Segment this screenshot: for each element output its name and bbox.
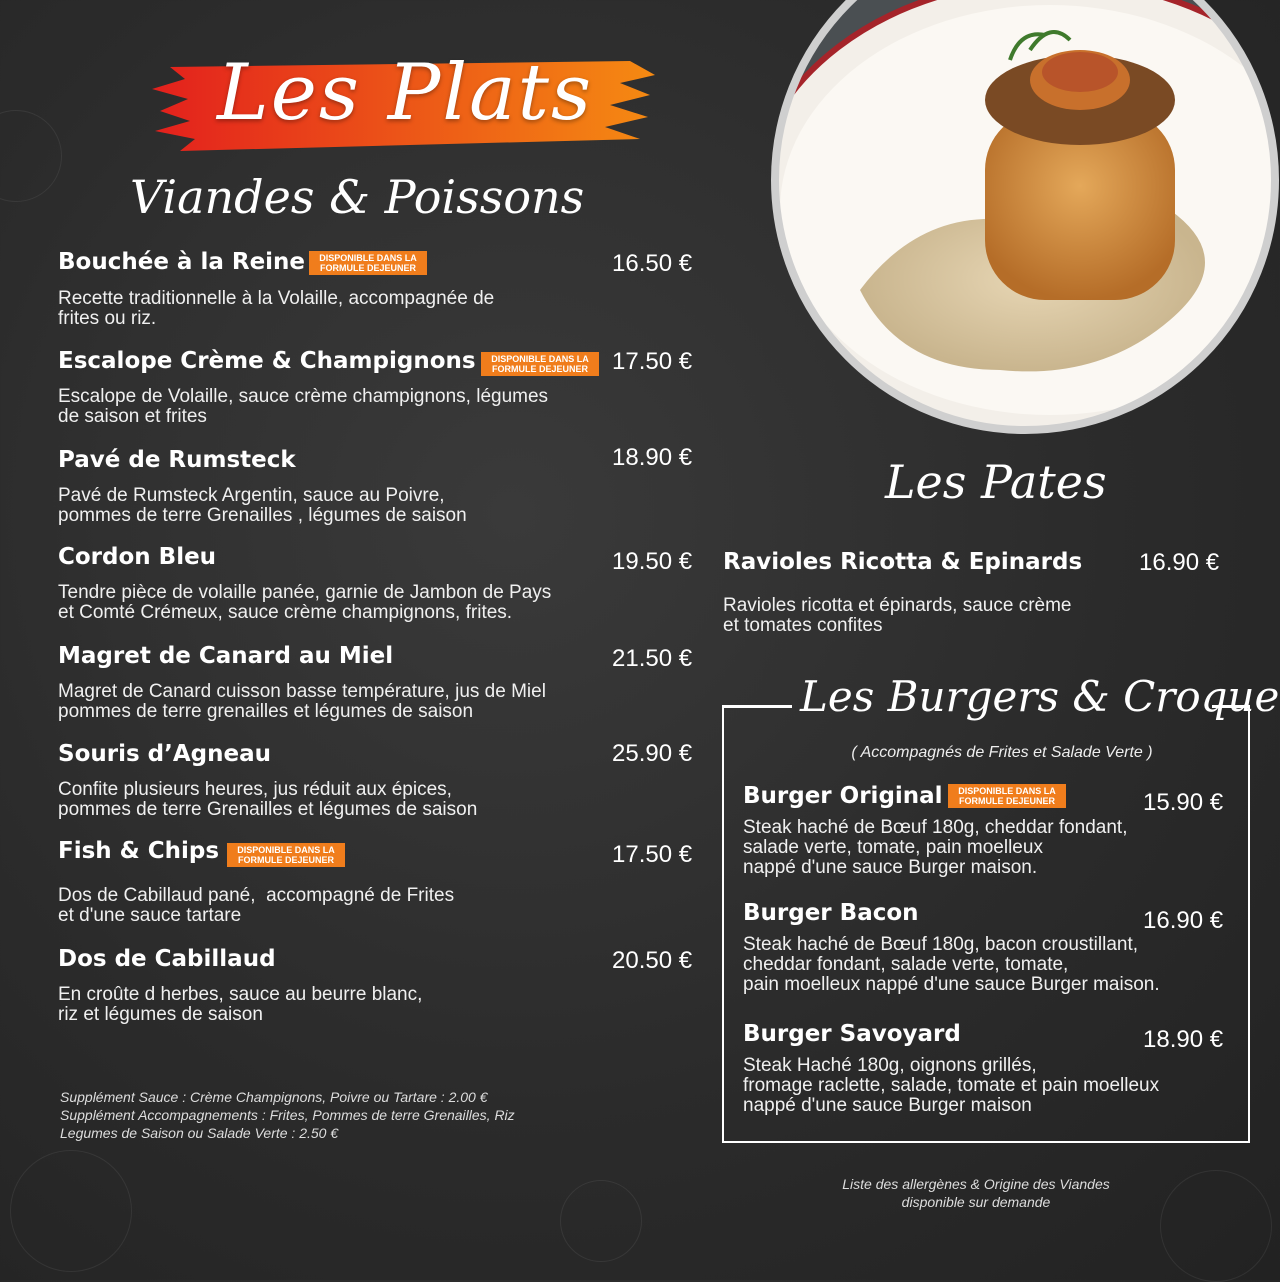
menu-item-price: 17.50 € [612,841,693,868]
dish-photo [770,0,1280,460]
menu-item-name: Pavé de Rumsteck [58,447,296,473]
menu-item-name: Escalope Crème & Champignons [58,348,476,374]
menu-item-price: 15.90 € [1143,789,1224,816]
allergens-note: Liste des allergènes & Origine des Viandes disponible sur demande [842,1176,1110,1210]
menu-item-description: Recette traditionnelle à la Volaille, accompagnée de frites ou riz. [58,288,495,329]
menu-item-description: Ravioles ricotta et épinards, sauce crème et tomates confites [723,595,1072,636]
menu-item-description: Steak haché de Bœuf 180g, bacon croustillant, cheddar fondant, salade verte, tomate, pain moelleux nappé d'une sauce Burger maison. [743,934,1160,995]
decor-doodle [560,1180,642,1262]
menu-item-price: 21.50 € [612,645,693,672]
menu-item-description: Magret de Canard cuisson basse température, jus de Miel pommes de terre grenailles et légumes de saison [58,681,546,722]
menu-item-description: Steak Haché 180g, oignons grillés, fromage raclette, salade, tomate et pain moelleux nappé d'une sauce Burger maison [743,1055,1160,1116]
menu-item-price: 16.90 € [1139,549,1220,576]
menu-item-price: 25.90 € [612,740,693,767]
menu-item-description: Confite plusieurs heures, jus réduit aux épices, pommes de terre Grenailles et légumes de saison [58,779,478,820]
section-heading-pates: Les Pates [885,455,1107,509]
menu-item-description: Steak haché de Bœuf 180g, cheddar fondant, salade verte, tomate, pain moelleux nappé d'une sauce Burger maison. [743,817,1128,878]
menu-item-description: Pavé de Rumsteck Argentin, sauce au Poivre, pommes de terre Grenailles , légumes de saison [58,485,467,526]
menu-item-description: En croûte d herbes, sauce au beurre blanc, riz et légumes de saison [58,984,423,1025]
menu-item-price: 16.50 € [612,250,693,277]
lunch-formula-badge: DISPONIBLE DANS LA FORMULE DEJEUNER [948,784,1066,808]
menu-item-price: 17.50 € [612,348,693,375]
section-heading-viandes: Viandes & Poissons [130,170,585,224]
decor-doodle [0,110,62,202]
menu-item-name: Burger Bacon [743,900,919,926]
menu-item-price: 19.50 € [612,548,693,575]
box-border-left [722,705,792,708]
menu-item-name: Ravioles Ricotta & Epinards [723,549,1083,575]
menu-item-description: Tendre pièce de volaille panée, garnie de Jambon de Pays et Comté Crémeux, sauce crème champignons, frites. [58,582,552,623]
menu-item-price: 18.90 € [612,444,693,471]
section-heading-burgers: Les Burgers & Croque [800,672,1280,721]
supplements-note: Supplément Sauce : Crème Champignons, Poivre ou Tartare : 2.00 € Supplément Accompagnements : Frites, Pommes de terre Grenailles, Riz Legumes de Saison ou Salade Verte : 2.50 € [60,1089,515,1141]
menu-item-name: Souris d’Agneau [58,741,271,767]
burgers-subtitle: ( Accompagnés de Frites et Salade Verte ) [851,744,1153,761]
menu-item-name: Dos de Cabillaud [58,946,276,972]
menu-item-name: Burger Savoyard [743,1021,961,1047]
lunch-formula-badge: DISPONIBLE DANS LA FORMULE DEJEUNER [481,352,599,376]
menu-item-name: Burger Original [743,783,943,809]
lunch-formula-badge: DISPONIBLE DANS LA FORMULE DEJEUNER [309,251,427,275]
menu-item-name: Bouchée à la Reine [58,249,306,275]
menu-item-price: 20.50 € [612,947,693,974]
menu-item-description: Escalope de Volaille, sauce crème champignons, légumes de saison et frites [58,386,549,427]
menu-item-name: Cordon Bleu [58,544,217,570]
menu-item-name: Magret de Canard au Miel [58,643,394,669]
lunch-formula-badge: DISPONIBLE DANS LA FORMULE DEJEUNER [227,843,345,867]
menu-item-price: 16.90 € [1143,907,1224,934]
menu-item-name: Fish & Chips [58,838,220,864]
decor-doodle [10,1150,132,1272]
menu-item-description: Dos de Cabillaud pané, accompagné de Frites et d'une sauce tartare [58,885,455,926]
page-title: Les Plats [216,48,594,138]
menu-item-price: 18.90 € [1143,1026,1224,1053]
